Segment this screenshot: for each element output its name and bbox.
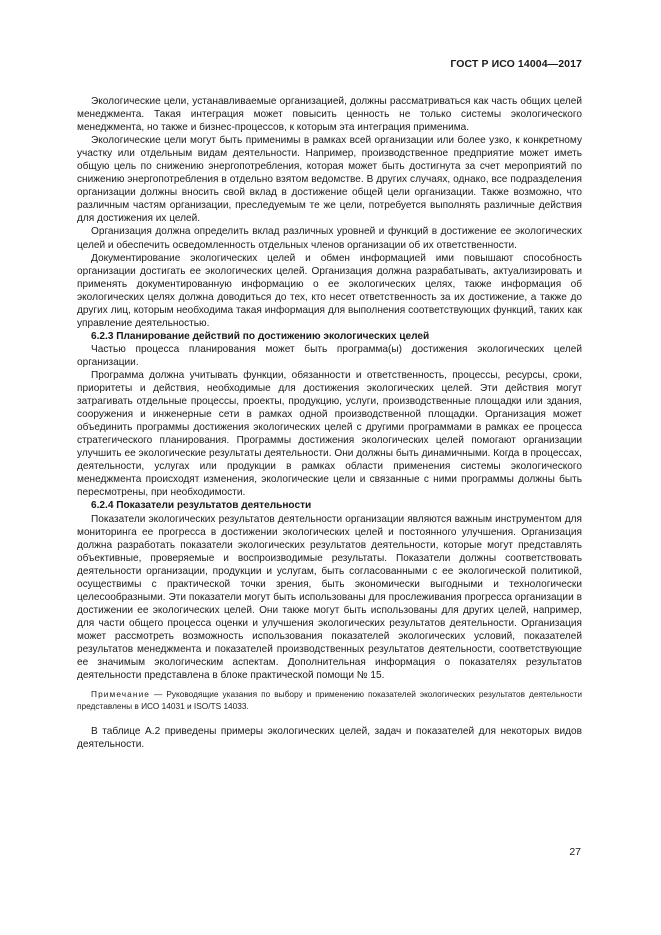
note-label: Примечание xyxy=(91,689,151,700)
note-text: — Руководящие указания по выбору и применению показателей экологических результатов деятельности представлены в ИСО 14031 и ISO/TS 14033. xyxy=(77,689,582,711)
document-header: ГОСТ Р ИСО 14004—2017 xyxy=(450,58,582,70)
document-body xyxy=(77,95,582,751)
paragraph: Частью процесса планирования может быть программа(ы) достижения экологических целей организации. xyxy=(77,343,582,368)
paragraph: Экологические цели, устанавливаемые организацией, должны рассматриваться как часть общих целей менеджмента. Такая интеграция может повысить ценность не только системы экологического менеджмента, но также и бизнес-процессов, к которым эта интеграция применима. xyxy=(77,96,582,134)
section-heading-6-2-3: 6.2.3 Планирование действий по достижению экологических целей xyxy=(91,330,430,342)
page-number: 27 xyxy=(569,846,581,858)
paragraph: Документирование экологических целей и обмен информацией ими повышают способность организации достигать ее экологических целей. Организация должна разрабатывать, актуализировать и применять документированную информацию о ее экологических целях, также информация об экологических целях должна доводиться до тех, кто несет ответственность за их достижение, а также до других лиц, которым необходима такая информация для выполнения соответствующих функций, таких как управление деятельностью. xyxy=(77,252,582,329)
closing-paragraph: В таблице А.2 приведены примеры экологических целей, задач и показателей для некоторых видов деятельности. xyxy=(77,725,582,750)
paragraph: Программа должна учитывать функции, обязанности и ответственность, процессы, ресурсы, сроки, приоритеты и действия, необходимые для достижения экологических целей. Эти действия могут затрагивать отдельные процессы, проекты, продукцию, услуги, производственные площадки или здания, сооружения и инженерные сети в рамках одной производственной площадки. Организация может объединить программы достижения экологических целей с другими программами в рамках ее процесса стратегического планирования. Программы достижения экологических целей помогают организации улучшить ее экологические результаты деятельности. Они должны быть динамичными. Когда в процессах, деятельности, услугах или продукции в рамках области применения системы экологического менеджмента происходят изменения, экологические цели и связанные с ними программы должны быть пересмотрены, при необходимости. xyxy=(77,369,582,499)
paragraph: Показатели экологических результатов деятельности организации являются важным инструментом для мониторинга ее прогресса в достижении экологических целей и постоянного улучшения. Организация должна разработать показатели экологических результатов деятельности, которые могут представлять объективные, проверяемые и воспроизводимые результаты. Показатели должны соответствовать деятельности организации, продукции и услугам, быть согласованными с ее экологической политикой, осуществимы с практической точки зрения, быть экономически выгодными и технологически целесообразными. Эти показатели могут быть использованы для прослеживания прогресса организации в достижении ее экологических целей. Они также могут быть использованы для других целей, например, для части общего процесса оценки и улучшения экологических результатов деятельности. Организация может рассмотреть возможность использования показателей экологических условий, показателей результатов менеджмента и показателей производственных результатов деятельности, соответствующие ее значимым экологическим аспектам. Дополнительная информация о показателях результатов деятельности представлена в блоке практической помощи № 15. xyxy=(77,513,582,682)
note xyxy=(77,689,582,712)
section-heading-6-2-4: 6.2.4 Показатели результатов деятельности xyxy=(91,500,312,512)
paragraph: Организация должна определить вклад различных уровней и функций в достижение ее экологических целей и обеспечить осведомленность отдельных членов организации об их ответственности. xyxy=(77,226,582,251)
paragraph: Экологические цели могут быть применимы в рамках всей организации или более узко, к конкретному участку или отдельным видам деятельности. Например, производственное предприятие может иметь общую цель по снижению энергопотребления, которая может быть достигнута за счет мероприятий по снижению энергопотребления в отдельно взятом ведомстве. В других случаях, однако, все подразделения организации должны вносить свой вклад в достижение общей цели организации. Также возможно, что различным частям организации, преследуемым те же цели, потребуется выполнять различные действия для достижения их целей. xyxy=(77,135,582,225)
